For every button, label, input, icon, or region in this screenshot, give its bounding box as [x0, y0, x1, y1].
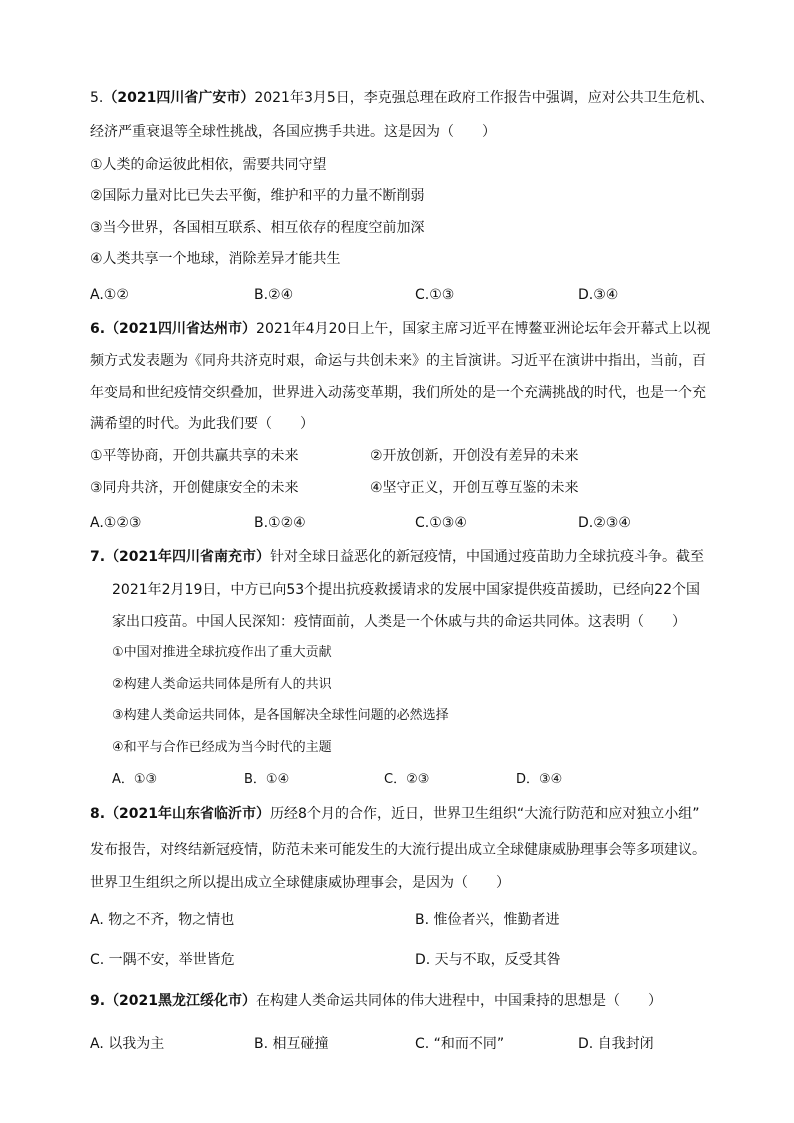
q6-option-d: D.②③④ — [578, 515, 631, 531]
q6-stem-line1 — [90, 319, 710, 339]
q5-option-d: D.③④ — [578, 287, 619, 303]
q5-source-tag: （2021四川省广安市） — [103, 90, 255, 106]
q9-option-d: D. 自我封闭 — [578, 1036, 654, 1052]
q5-number: 5. — [90, 90, 104, 106]
q8-source-tag: （2021年山东省临沂市） — [105, 806, 271, 822]
q9-stem-line1 — [90, 991, 662, 1011]
q6-item-2: ②开放创新，开创没有差异的未来 — [370, 448, 579, 464]
q6-option-a: A.①②③ — [90, 515, 142, 531]
q6-option-c: C.①③④ — [415, 515, 467, 531]
q5-item-2: ②国际力量对比已失去平衡，维护和平的力量不断削弱 — [90, 188, 425, 204]
q7-item-1: ①中国对推进全球抗疫作出了重大贡献 — [112, 645, 332, 660]
q6-source-tag: （2021四川省达州市） — [105, 321, 257, 337]
q6-stem-line3: 年变局和世纪疫情交织叠加，世界进入动荡变革期，我们所处的是一个充满挑战的时代，也是一个充 — [90, 385, 706, 401]
q5-item-1: ①人类的命运彼此相依，需要共同守望 — [90, 157, 327, 173]
q7-option-b: B．①④ — [244, 772, 290, 787]
q7-option-d: D．③④ — [516, 772, 563, 787]
q6-option-b: B.①②④ — [254, 515, 306, 531]
q8-option-a: A. 物之不齐，物之情也 — [90, 912, 235, 928]
q5-stem-line1 — [90, 88, 714, 108]
q7-option-c: C．②③ — [384, 772, 430, 787]
q5-stem-text: 2021年3月5日，李克强总理在政府工作报告中强调，应对公共卫生危机、 — [254, 90, 714, 106]
q7-item-3: ③构建人类命运共同体，是各国解决全球性问题的必然选择 — [112, 708, 449, 723]
q9-option-b: B. 相互碰撞 — [254, 1036, 329, 1052]
q6-stem-line2: 频方式发表题为《同舟共济克时艰，命运与共创未来》的主旨演讲。习近平在演讲中指出，当前，百 — [90, 353, 706, 369]
q5-stem-line2: 经济严重衰退等全球性挑战，各国应携手共进。这是因为（ ） — [90, 124, 496, 140]
q9-number: 9. — [90, 993, 106, 1009]
q9-source-tag: （2021黑龙江绥化市） — [105, 993, 257, 1009]
q6-stem-text: 2021年4月20日上午，国家主席习近平在博鳌亚洲论坛年会开幕式上以视 — [256, 321, 711, 337]
q6-stem-line4: 满希望的时代。为此我们要（ ） — [90, 416, 314, 432]
q7-stem-line1 — [90, 547, 704, 567]
q8-option-c: C. 一隅不安，举世皆危 — [90, 952, 235, 968]
q6-item-4: ④坚守正义，开创互尊互鉴的未来 — [370, 480, 579, 496]
q5-option-c: C.①③ — [415, 287, 455, 303]
q5-option-b: B.②④ — [254, 287, 294, 303]
q9-option-a: A. 以我为主 — [90, 1036, 165, 1052]
q7-stem-text: 针对全球日益恶化的新冠疫情，中国通过疫苗助力全球抗疫斗争。截至 — [270, 549, 705, 565]
q9-stem-text: 在构建人类命运共同体的伟大进程中，中国秉持的思想是（ ） — [256, 993, 663, 1009]
q5-option-a: A.①② — [90, 287, 129, 303]
q7-option-a: A．①③ — [112, 772, 158, 787]
q5-item-4: ④人类共享一个地球，消除差异才能共生 — [90, 251, 341, 267]
q7-source-tag: （2021年四川省南充市） — [105, 549, 271, 565]
q6-item-1: ①平等协商，开创共赢共享的未来 — [90, 448, 299, 464]
q7-stem-line2: 2021年2月19日，中方已向53个提出抗疫救援请求的发展中国家提供疫苗援助，已经向22个国 — [112, 582, 700, 598]
q8-option-b: B. 惟俭者兴，惟勤者进 — [415, 912, 560, 928]
q8-number: 8. — [90, 806, 106, 822]
q7-number: 7. — [90, 549, 106, 565]
q7-item-2: ②构建人类命运共同体是所有人的共识 — [112, 677, 332, 692]
q7-stem-line3: 家出口疫苗。中国人民深知：疫情面前，人类是一个休戚与共的命运共同体。这表明（ ） — [112, 614, 686, 630]
q6-item-3: ③同舟共济，开创健康安全的未来 — [90, 480, 299, 496]
q8-stem-line3: 世界卫生组织之所以提出成立全球健康威协理事会，是因为（ ） — [90, 875, 510, 891]
q9-option-c: C. “和而不同” — [415, 1036, 505, 1052]
q7-item-4: ④和平与合作已经成为当今时代的主题 — [112, 740, 332, 755]
q6-number: 6. — [90, 321, 106, 337]
q5-item-3: ③当今世界，各国相互联系、相互依存的程度空前加深 — [90, 220, 425, 236]
q8-stem-text: 历经8个月的合作，近日，世界卫生组织“大流行防范和应对独立小组” — [270, 806, 700, 822]
q8-stem-line2: 发布报告，对终结新冠疫情，防范未来可能发生的大流行提出成立全球健康威胁理事会等多项建议。 — [90, 842, 706, 858]
q8-option-d: D. 天与不取，反受其咎 — [415, 952, 561, 968]
q8-stem-line1 — [90, 804, 699, 824]
